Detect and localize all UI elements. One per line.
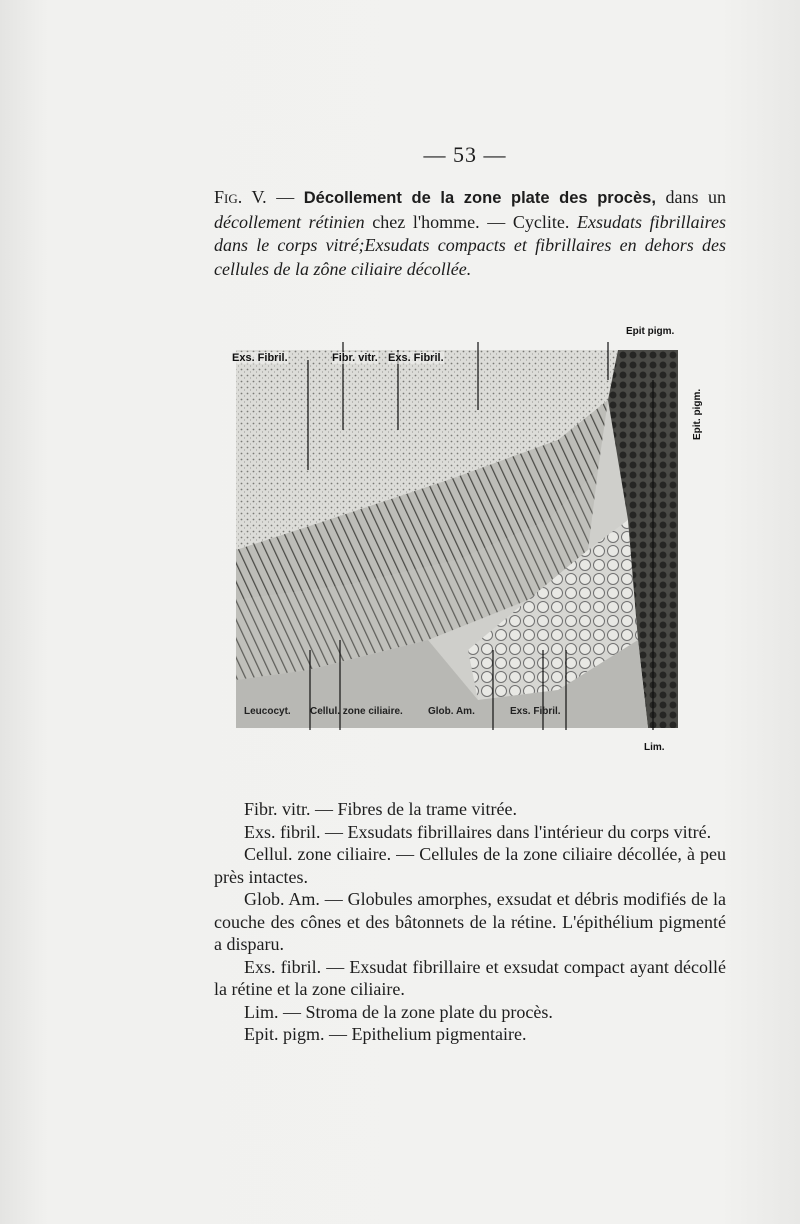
caption-dash: — (266, 187, 304, 207)
caption-italic-2: Exsudats fibrillaires dans le corps vitré;Exsudats compacts et fibrillaires en dehors des cellules de la zône ciliaire décollée. (214, 211, 726, 279)
label-fibr-vitr-top: Fibr. vitr. (332, 352, 378, 364)
label-glob-am: Glob. Am. (428, 706, 475, 717)
page-number: — 53 — (423, 142, 507, 167)
label-leucocyt: Leucocyt. (244, 706, 291, 717)
legend-item: Epit. pigm. — Epithelium pigmentaire. (244, 1024, 527, 1044)
figure-title: Décollement de la zone plate des procès, (303, 189, 656, 207)
label-exs-fibril-top: Exs. Fibril. (232, 352, 288, 364)
figure-caption (214, 186, 726, 281)
figure-legend (214, 798, 726, 1046)
label-cellul-zone-ciliaire: Cellul. zone ciliaire. (310, 706, 403, 717)
legend-item: Glob. Am. — Globules amorphes, exsudat et débris modifiés de la couche des cônes et des bâtonnets de la rétine. L'épithélium pigmenté a disparu. (214, 889, 726, 954)
label-exs-fibril-bottom: Exs. Fibril. (510, 706, 561, 717)
histology-figure (228, 320, 703, 760)
legend-item: Exs. fibril. — Exsudat fibrillaire et exsudat compact ayant décollé la rétine et la zone ciliaire. (214, 956, 726, 999)
legend-item: Exs. fibril. — Exsudats fibrillaires dans l'intérieur du corps vitré. (244, 821, 712, 842)
legend-item: Fibr. vitr. — Fibres de la trame vitrée. (244, 799, 517, 819)
figure-label: Fig. V. (214, 187, 267, 207)
histology-illustration (228, 320, 688, 760)
legend-item: Cellul. zone ciliaire. — Cellules de la zone ciliaire décollée, à peu près intactes. (214, 844, 726, 887)
caption-text-2: chez l'homme. — Cyclite. (364, 211, 577, 232)
label-epit-pigm-top: Epit pigm. (626, 326, 675, 337)
caption-text-1: dans un (655, 187, 726, 207)
caption-italic-1: décollement rétinien (214, 211, 365, 232)
label-lim: Lim. (644, 742, 665, 753)
label-exs-fibril-top-2: Exs. Fibril. (388, 352, 444, 364)
legend-item: Lim. — Stroma de la zone plate du procès. (244, 1001, 553, 1022)
label-epit-pigm-side: Epit. pigm. (692, 388, 703, 440)
